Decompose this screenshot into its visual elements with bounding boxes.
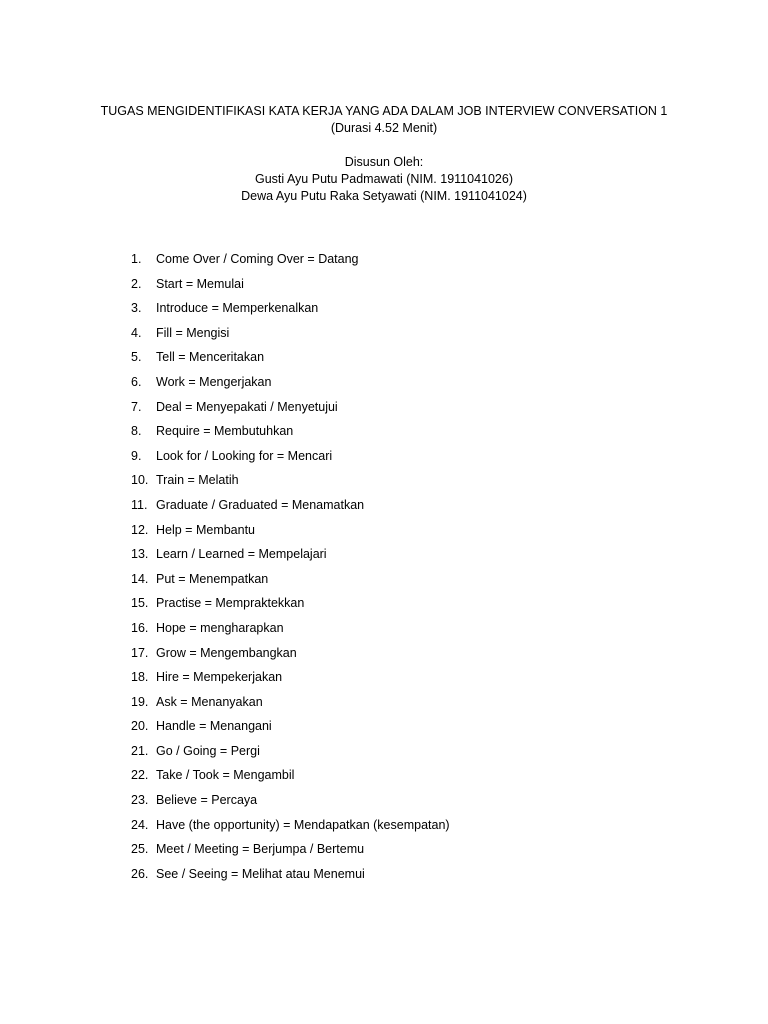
list-item — [131, 717, 450, 742]
document-title: TUGAS MENGIDENTIFIKASI KATA KERJA YANG ADA DALAM JOB INTERVIEW CONVERSATION 1 — [100, 104, 668, 118]
list-item-text: Practise = Mempraktekkan — [156, 596, 305, 611]
list-item-number: 7. — [131, 399, 142, 414]
list-item-text: Require = Membutuhkan — [156, 424, 294, 439]
list-item-text: Learn / Learned = Mempelajari — [156, 547, 327, 562]
list-item-text: Go / Going = Pergi — [156, 743, 260, 758]
list-item-text: Work = Mengerjakan — [156, 374, 272, 389]
list-item — [131, 373, 450, 398]
list-item-number: 6. — [131, 374, 142, 389]
list-item — [131, 570, 450, 595]
list-item — [131, 299, 450, 324]
list-item — [131, 275, 450, 300]
verb-list — [131, 250, 450, 889]
list-item-text: Take / Took = Mengambil — [156, 768, 295, 783]
list-item-number: 23. — [131, 793, 149, 808]
list-item-text: Fill = Mengisi — [156, 325, 230, 340]
list-item-number: 1. — [131, 252, 142, 266]
list-item-text: See / Seeing = Melihat atau Menemui — [156, 866, 365, 881]
list-item — [131, 398, 450, 423]
list-item-text: Help = Membantu — [156, 522, 256, 537]
list-item — [131, 422, 450, 447]
list-item — [131, 816, 450, 841]
list-item — [131, 348, 450, 373]
list-item-text: Grow = Mengembangkan — [156, 645, 297, 660]
list-item-number: 16. — [131, 620, 149, 635]
list-item-number: 20. — [131, 719, 149, 734]
list-item-text: Start = Memulai — [156, 276, 244, 291]
list-item — [131, 693, 450, 718]
list-item — [131, 521, 450, 546]
list-item-number: 24. — [131, 817, 149, 832]
list-item — [131, 840, 450, 865]
list-item-number: 19. — [131, 694, 149, 709]
list-item-text: Train = Melatih — [156, 473, 239, 488]
list-item-number: 12. — [131, 522, 149, 537]
list-item — [131, 496, 450, 521]
list-item-number: 21. — [131, 743, 149, 758]
list-item-number: 15. — [131, 596, 149, 611]
list-item — [131, 250, 450, 275]
list-item-number: 18. — [131, 670, 149, 685]
list-item-number: 8. — [131, 424, 142, 439]
list-item-number: 14. — [131, 571, 149, 586]
list-item-text: Handle = Menangani — [156, 719, 272, 734]
list-item-number: 9. — [131, 448, 142, 463]
header-spacer — [0, 137, 768, 154]
list-item-text: Hire = Mempekerjakan — [156, 670, 283, 685]
list-item-text: Hope = mengharapkan — [156, 620, 284, 635]
list-item-text: Come Over / Coming Over = Datang — [156, 252, 359, 266]
list-item-number: 11. — [131, 497, 148, 512]
list-item-number: 2. — [131, 276, 142, 291]
list-item — [131, 619, 450, 644]
list-item — [131, 545, 450, 570]
list-item-text: Tell = Menceritakan — [156, 350, 265, 365]
list-item-text: Believe = Percaya — [156, 793, 258, 808]
list-item — [131, 791, 450, 816]
list-item-text: Look for / Looking for = Mencari — [156, 448, 333, 463]
list-item-text: Put = Menempatkan — [156, 571, 269, 586]
author-1: Gusti Ayu Putu Padmawati (NIM. 1911041026) — [254, 172, 513, 186]
list-item-text: Have (the opportunity) = Mendapatkan (kesempatan) — [156, 817, 450, 832]
list-item-text: Ask = Menanyakan — [156, 694, 263, 709]
list-item — [131, 668, 450, 693]
list-item — [131, 447, 450, 472]
list-item — [131, 594, 450, 619]
list-item-number: 3. — [131, 301, 142, 316]
list-item-text: Graduate / Graduated = Menamatkan — [156, 497, 365, 512]
list-item — [131, 742, 450, 767]
list-item — [131, 644, 450, 669]
list-item-number: 22. — [131, 768, 149, 783]
list-item-number: 26. — [131, 866, 149, 881]
list-item-number: 5. — [131, 350, 142, 365]
list-item-text: Introduce = Memperkenalkan — [156, 301, 319, 316]
authored-by-label: Disusun Oleh: — [344, 155, 424, 169]
list-item-number: 25. — [131, 842, 149, 857]
list-item-number: 17. — [131, 645, 149, 660]
document-duration: (Durasi 4.52 Menit) — [330, 121, 438, 135]
list-item-text: Deal = Menyepakati / Menyetujui — [156, 399, 338, 414]
list-item — [131, 766, 450, 791]
list-item-number: 10. — [131, 473, 149, 488]
list-item-number: 13. — [131, 547, 149, 562]
document-header — [0, 103, 768, 205]
list-item-text: Meet / Meeting = Berjumpa / Bertemu — [156, 842, 365, 857]
list-item — [131, 324, 450, 349]
list-item — [131, 471, 450, 496]
list-item — [131, 865, 450, 890]
author-2: Dewa Ayu Putu Raka Setyawati (NIM. 1911041024) — [241, 189, 527, 203]
list-item-number: 4. — [131, 325, 142, 340]
